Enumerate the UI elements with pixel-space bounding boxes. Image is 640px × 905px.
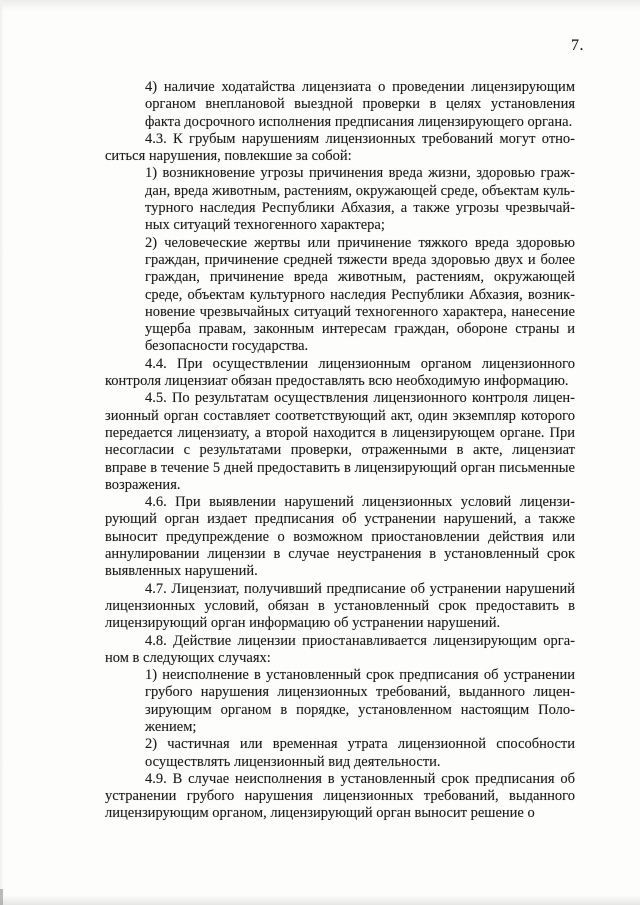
text-line: ущерба правам, законным интересам граждан, обороне страны и: [145, 321, 575, 338]
body-paragraph: [105, 581, 575, 633]
text-line: 2) человеческие жертвы или причинение тяжкого вреда здоровью: [145, 234, 575, 251]
text-line: устранении грубого нарушения лицензионных требований, выданного: [105, 788, 575, 805]
scan-edge-top: [0, 0, 640, 11]
text-line: органом внеплановой выездной проверки в целях установления: [145, 96, 575, 113]
list-item-paragraph: [145, 165, 575, 234]
body-paragraph: [105, 771, 575, 823]
text-line: аннулировании лицензии в случае неустранения в установленный срок: [105, 546, 575, 563]
text-line: возражения.: [105, 476, 181, 493]
scan-edge-left: [0, 0, 4, 905]
text-line: 2) частичная или временная утрата лицензионной способности: [145, 736, 575, 753]
text-line: зирующим органом в порядке, установленном настоящим Поло-: [145, 701, 575, 718]
text-line: контроля лицензиат обязан предоставлять всю необходимую информацию.: [105, 373, 569, 390]
text-line: 4.5. По результатам осуществления лицензионного контроля лицен-: [145, 390, 575, 407]
list-item-paragraph: [145, 235, 575, 356]
text-line: 4.6. При выявлении нарушений лицензионных условий лицензи-: [145, 494, 575, 511]
text-line: безопасности государства.: [145, 338, 309, 355]
text-line: ситься нарушения, повлекшие за собой:: [105, 148, 352, 165]
scan-corner-mark: [0, 889, 3, 905]
text-line: жением;: [145, 718, 197, 735]
text-line: 4.7. Лицензиат, получивший предписание об устранении нарушений: [145, 580, 575, 597]
text-line: ных ситуаций техногенного характера;: [145, 217, 385, 234]
body-paragraph: [105, 131, 575, 166]
text-line: выявленных нарушений.: [105, 563, 258, 580]
text-line: граждан, причинение средней тяжести вреда здоровью двух и более: [145, 251, 575, 268]
text-line: лицензирующим органом, лицензирующий орган выносит решение о: [105, 805, 535, 822]
text-line: 4.3. К грубым нарушениям лицензионных требований могут отно-: [145, 130, 575, 147]
text-line: новение чрезвычайных ситуаций техногенного характера, нанесение: [145, 303, 575, 320]
text-line: вправе в течение 5 дней предоставить в лицензирующий орган письменные: [105, 459, 575, 476]
list-item-paragraph: [145, 667, 575, 736]
text-body: [105, 79, 575, 823]
list-item-paragraph: [145, 736, 575, 771]
text-line: несогласии с результатами проверки, отраженными в акте, лицензиат: [105, 442, 575, 459]
text-line: лицензирующий орган информацию об устранении нарушений.: [105, 615, 501, 632]
text-line: среде, объектам культурного наследия Республики Абхазия, возник-: [145, 286, 575, 303]
text-line: грубого нарушения лицензионных требований, выданного лицен-: [145, 684, 575, 701]
body-paragraph: [105, 633, 575, 668]
page-number: 7.: [571, 37, 584, 54]
text-line: 1) возникновение угрозы причинения вреда жизни, здоровью граж-: [145, 165, 575, 182]
text-line: 4) наличие ходатайства лицензиата о проведении лицензирующим: [145, 79, 575, 95]
text-line: осуществлять лицензионный вид деятельности.: [145, 753, 441, 770]
body-paragraph: [105, 390, 575, 494]
text-line: дан, вреда животным, растениям, окружающей среде, объектам куль-: [145, 182, 575, 199]
list-item-paragraph: [145, 79, 575, 131]
text-line: ном в следующих случаях:: [105, 649, 271, 666]
text-line: рующий орган издает предписания об устранении нарушений, а также: [105, 511, 575, 528]
text-line: передается лицензиату, а второй находится в лицензирующем органе. При: [105, 424, 575, 441]
text-line: граждан, причинение вреда животным, растениям, окружающей: [145, 269, 575, 286]
body-paragraph: [105, 356, 575, 391]
text-line: факта досрочного исполнения предписания лицензирующего органа.: [145, 113, 573, 130]
text-line: турного наследия Республики Абхазия, а также угрозы чрезвычай-: [145, 200, 575, 217]
text-line: зионный орган составляет соответствующий акт, один экземпляр которого: [105, 407, 575, 424]
text-line: 1) неисполнение в установленный срок предписания об устранении: [145, 667, 575, 684]
text-line: выносит предупреждение о возможном приостановлении действия или: [105, 528, 575, 545]
body-paragraph: [105, 494, 575, 580]
text-line: 4.9. В случае неисполнения в установленный срок предписания об: [145, 770, 575, 787]
text-line: лицензионных условий, обязан в установленный срок предоставить в: [105, 597, 575, 614]
scan-edge-bottom: [0, 895, 640, 905]
text-line: 4.4. При осуществлении лицензионным органом лицензионного: [145, 355, 575, 372]
text-line: 4.8. Действие лицензии приостанавливается лицензирующим орга-: [145, 632, 575, 649]
